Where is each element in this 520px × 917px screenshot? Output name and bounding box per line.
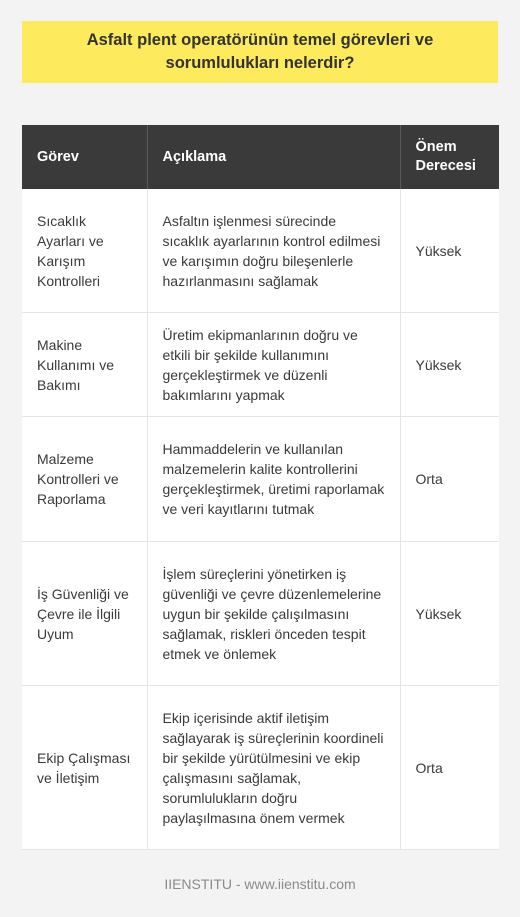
importance-cell: Yüksek [400,313,499,417]
importance-cell: Yüksek [400,189,499,313]
header-task: Görev [22,125,147,189]
task-cell: Malzeme Kontrolleri ve Raporlama [22,417,147,542]
header-importance: Önem Derecesi [400,125,499,189]
description-cell: Hammaddelerin ve kullanılan malzemelerin kalite kontrollerini gerçekleştirmek, üretimi raporlamak ve veri kayıtlarını tutmak [147,417,400,542]
description-cell: Ekip içerisinde aktif iletişim sağlayarak iş süreçlerinin koordineli bir şekilde yürütülmesini ve ekip çalışmasını sağlamak, sorumlulukların doğru paylaşılmasına önem vermek [147,686,400,850]
task-cell: Makine Kullanımı ve Bakımı [22,313,147,417]
task-cell: Sıcaklık Ayarları ve Karışım Kontrolleri [22,189,147,313]
importance-cell: Orta [400,417,499,542]
table-row [22,313,499,417]
title-banner [22,21,498,83]
description-cell: Asfaltın işlenmesi sürecinde sıcaklık ayarlarının kontrol edilmesi ve karışımın doğru bileşenlerle hazırlanmasını sağlamak [147,189,400,313]
importance-cell: Yüksek [400,542,499,686]
task-cell: İş Güvenliği ve Çevre ile İlgili Uyum [22,542,147,686]
page-title: Asfalt plent operatörünün temel görevleri ve sorumlulukları nelerdir? [86,31,434,72]
description-cell: İşlem süreçlerini yönetirken iş güvenliği ve çevre düzenlemelerine uygun bir şekilde çalışılmasını sağlamak, riskleri önceden tespit etmek ve önlemek [147,542,400,686]
table-row [22,417,499,542]
task-cell: Ekip Çalışması ve İletişim [22,686,147,850]
importance-cell: Orta [400,686,499,850]
table-row [22,542,499,686]
header-description: Açıklama [147,125,400,189]
description-cell: Üretim ekipmanlarının doğru ve etkili bir şekilde kullanımını gerçekleştirmek ve düzenli bakımlarını yapmak [147,313,400,417]
table-header-row [22,125,499,189]
duties-table [22,125,499,850]
table-row [22,686,499,850]
footer-credit: IIENSTITU - www.iienstitu.com [164,876,356,892]
table-row [22,189,499,313]
